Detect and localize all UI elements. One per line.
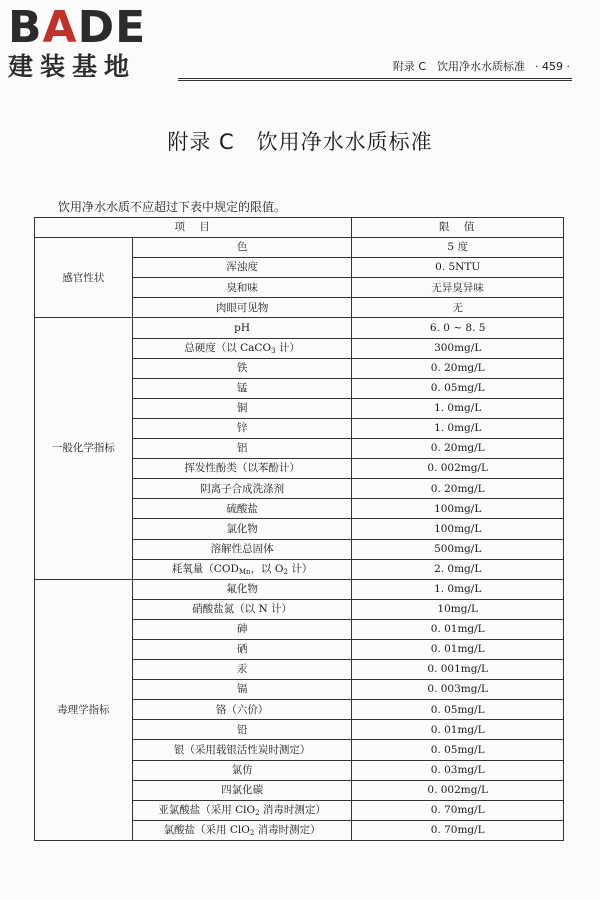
limit-value-cell: 6. 0 ~ 8. 5 [352,318,564,338]
item-subscript: 3 [271,346,276,355]
limit-value-cell: 500mg/L [352,539,564,559]
item-cell [132,338,352,358]
limit-value-cell: 0. 20mg/L [352,439,564,459]
item-cell [132,760,352,780]
item-cell [132,800,352,820]
limit-value-cell: 0. 003mg/L [352,680,564,700]
table-body [35,238,564,841]
limit-value-cell: 0. 05mg/L [352,700,564,720]
item-text: ，以 O [250,562,284,575]
publisher-logo [8,2,180,82]
item-cell [132,358,352,378]
item-cell [132,720,352,740]
limit-value-cell: 0. 70mg/L [352,800,564,820]
item-text: 四氯化碳 [221,783,264,796]
group-label: 一般化学指标 [35,318,133,579]
running-head [393,58,570,74]
item-subscript: Mn [238,567,251,576]
water-quality-table [34,217,564,841]
item-text: 砷 [236,623,248,636]
item-text: 挥发性酚类（以苯酚计） [184,462,300,475]
running-head-section: 附录 C 饮用净水水质标准 [392,60,526,73]
limit-value-cell: 0. 20mg/L [352,479,564,499]
item-text: 铜 [236,402,248,415]
item-cell [132,680,352,700]
header-rule [178,78,572,81]
limit-value-cell: 100mg/L [352,499,564,519]
item-cell [132,238,352,258]
item-text: 氯仿 [231,763,253,776]
limit-value-cell: 1. 0mg/L [352,579,564,599]
item-cell [132,619,352,639]
item-cell [132,579,352,599]
item-cell [132,700,352,720]
item-cell [132,499,352,519]
item-cell [132,599,352,619]
item-cell [132,660,352,680]
item-cell [132,459,352,479]
item-text: 铅 [236,723,248,736]
limit-value-cell: 1. 0mg/L [352,418,564,438]
group-label: 毒理学指标 [35,579,133,840]
item-cell [132,258,352,278]
item-cell [132,318,352,338]
item-text: 浑浊度 [226,261,258,274]
item-text: 铁 [236,361,248,374]
limit-value-cell: 0. 001mg/L [352,660,564,680]
item-cell [132,278,352,298]
item-text: 硒 [236,643,248,656]
item-cell [132,439,352,459]
limit-value-cell: 300mg/L [352,338,564,358]
limit-value-cell: 0. 01mg/L [352,619,564,639]
item-cell [132,740,352,760]
item-cell [132,780,352,800]
item-text: 计） [275,341,300,354]
item-text: 臭和味 [226,281,258,294]
limit-value-cell: 100mg/L [352,519,564,539]
item-text: 总硬度（以 CaCO [184,341,272,354]
item-text: pH [234,321,251,334]
limit-value-cell: 0. 01mg/L [352,639,564,659]
limit-value-cell: 2. 0mg/L [352,559,564,579]
item-subscript: 2 [249,829,255,838]
table-row [35,579,564,599]
limit-value-cell: 0. 20mg/L [352,358,564,378]
item-text: 亚氯酸盐（采用 ClO [158,804,256,817]
item-text: 氯酸盐（采用 ClO [163,824,250,837]
item-subscript: 2 [283,567,288,576]
item-cell [132,378,352,398]
table-header-row [35,218,564,238]
item-cell [132,298,352,318]
item-text: 肉眼可见物 [215,301,269,314]
limit-value-cell: 无 [352,298,564,318]
item-cell [132,559,352,579]
limit-value-cell: 5 度 [352,238,564,258]
item-cell [132,418,352,438]
limit-value-cell: 0. 002mg/L [352,459,564,479]
item-text: 铝 [236,442,248,455]
limit-value-cell: 0. 05mg/L [352,740,564,760]
page-title: 附录 C 饮用净水水质标准 [167,130,433,154]
item-text: 氟化物 [226,582,258,595]
item-text: 消毒时测定） [254,824,321,837]
item-text: 镉 [236,683,248,696]
item-cell [132,519,352,539]
item-text: 溶解性总固体 [210,542,274,555]
limit-value-cell: 1. 0mg/L [352,398,564,418]
item-cell [132,479,352,499]
page-number: · 459 · [535,60,570,73]
intro-text: 饮用净水水质不应超过下表中规定的限值。 [58,200,287,214]
limit-value-cell: 10mg/L [352,599,564,619]
item-subscript: 2 [255,809,260,818]
item-text: 消毒时测定） [259,804,326,817]
table-row [35,318,564,338]
logo-text: BADE [8,2,147,53]
item-cell [132,820,352,840]
limit-value-cell: 0. 70mg/L [352,820,564,840]
logo-wordmark [8,2,180,53]
item-text: 锰 [236,382,248,395]
limit-value-cell: 0. 002mg/L [352,780,564,800]
logo-subtitle: 建装基地 [8,52,137,81]
header-limit: 限 值 [352,218,564,238]
header-item: 项 目 [35,218,352,238]
item-text: 氯化物 [226,522,258,535]
item-text: 阴离子合成洗涤剂 [200,482,285,495]
item-text: 锌 [236,422,248,435]
group-label: 感官性状 [35,238,133,318]
limit-value-cell: 0. 05mg/L [352,378,564,398]
item-text: 耗氧量（COD [171,562,239,575]
item-cell [132,398,352,418]
limit-value-cell: 无异臭异味 [352,278,564,298]
item-cell [132,539,352,559]
item-text: 硫酸盐 [226,502,258,515]
item-text: 铬（六价） [215,703,269,716]
limit-value-cell: 0. 5NTU [352,258,564,278]
item-cell [132,639,352,659]
item-text: 色 [236,241,248,254]
item-text: 银（采用载银活性炭时测定） [173,743,311,756]
item-text: 硝酸盐氮（以 N 计） [192,603,293,616]
item-text: 计） [287,562,313,575]
limit-value-cell: 0. 03mg/L [352,760,564,780]
limit-value-cell: 0. 01mg/L [352,720,564,740]
table-row [35,238,564,258]
item-text: 汞 [236,663,248,676]
